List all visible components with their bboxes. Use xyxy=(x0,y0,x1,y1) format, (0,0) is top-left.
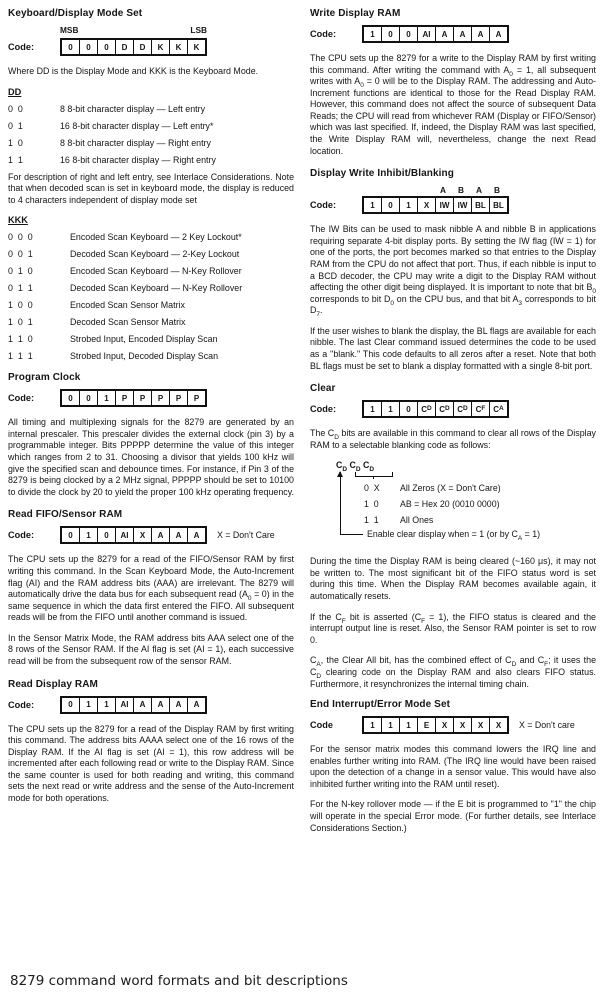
code-bit: C A xyxy=(489,402,507,416)
code-row xyxy=(8,38,294,56)
paragraph: During the time the Display RAM is being cleared (~160 μs), it may not be written to. The most significant bit of the FIFO status word is set during this time. When the Display RAM becomes available again, it automatically resets. xyxy=(310,556,596,602)
kkk-row xyxy=(8,266,294,276)
code-bit: BL xyxy=(489,198,507,212)
code-bit: 0 xyxy=(97,40,115,54)
code-row xyxy=(310,25,596,43)
dd-bits: 1 1 xyxy=(8,154,23,165)
code-bit: X xyxy=(417,198,435,212)
code-bit: AI xyxy=(115,698,133,712)
dd-bits: 0 1 xyxy=(8,120,23,131)
kkk-bits: 1 0 1 xyxy=(8,317,33,328)
code-bit: P xyxy=(187,391,205,405)
code-bit: 0 xyxy=(97,528,115,542)
code-bit: A xyxy=(151,698,169,712)
code-bit: 0 xyxy=(399,27,417,41)
kkk-bits: 0 0 0 xyxy=(8,232,33,243)
kkk-subheading: KKK xyxy=(8,215,28,226)
code-bit: P xyxy=(133,391,151,405)
kkk-bits: 1 1 0 xyxy=(8,334,33,345)
code-bit: A xyxy=(471,27,489,41)
kkk-bits: 1 1 1 xyxy=(8,351,33,362)
code-bit: 1 xyxy=(97,698,115,712)
kkk-row xyxy=(8,232,294,242)
code-bit: X xyxy=(471,718,489,732)
paragraph: In the Sensor Matrix Mode, the RAM address bits AAA select one of the 8 rows of the Sensor RAM. If the AI flag is set (AI = 1), each successive read will be from the subsequent row of the sensor RAM. xyxy=(8,632,294,666)
section-display-write-inhibit-blanking xyxy=(310,168,596,372)
paragraph: The IW Bits can be used to mask nibble A and nibble B in applications requiring separate 4-bit display ports. By setting the IW flag (IW = 1) for one of the ports, the port becomes marked so that entries to the Display RAM from the CPU do not affect that port. Thus, if each nibble is input to a BCD decoder, the CPU may write a digit to the Display RAM without affecting the other digit being displayed. It is important to note that bit $B_0$ corresponds to bit $D_0$ on the CPU bus, and that bit $A_3$ corresponds to bit $D_7$. xyxy=(310,224,596,319)
code-bit: A xyxy=(489,27,507,41)
section-title: Read Display RAM xyxy=(8,678,98,690)
section-title: Read FIFO/Sensor RAM xyxy=(8,509,123,521)
up-arrow-icon xyxy=(337,471,343,477)
kkk-row xyxy=(8,249,294,259)
code-bit: C F xyxy=(471,402,489,416)
cd-bracket-tick xyxy=(373,476,374,479)
code-bit: P xyxy=(151,391,169,405)
code-bit: A xyxy=(169,528,187,542)
code-bit: AI xyxy=(115,528,133,542)
section-program-clock xyxy=(8,372,294,498)
code-bit: 1 xyxy=(370,404,375,414)
code-bit: 1 xyxy=(370,29,375,39)
two-column-layout xyxy=(8,8,596,843)
code-bit: A xyxy=(151,528,169,542)
code-bit: 1 xyxy=(79,528,97,542)
code-bit: 1 xyxy=(399,198,417,212)
code-row xyxy=(310,400,596,418)
section-title: Program Clock xyxy=(8,372,81,384)
blanking-row xyxy=(364,483,501,493)
paragraph: For description of right and left entry, see Interlace Considerations. Note that when decoded scan is set in keyboard mode, the display is reduced to 4 characters independent of display mode set xyxy=(8,171,294,205)
kkk-label: Encoded Scan Keyboard — N-Key Rollover xyxy=(70,266,242,277)
code-bit: K xyxy=(187,40,205,54)
page-caption: 8279 command word formats and bit descriptions xyxy=(10,973,348,989)
section-title: Keyboard/Display Mode Set xyxy=(8,8,143,19)
code-bit: A xyxy=(453,27,471,41)
msb-lsb-labels xyxy=(60,25,207,35)
code-bit: A xyxy=(435,27,453,41)
kkk-label: Strobed Input, Encoded Display Scan xyxy=(70,334,218,345)
section-clear xyxy=(310,383,596,690)
nibble-port-labels xyxy=(434,185,509,195)
port-label: B xyxy=(458,185,464,196)
code-bit: 1 xyxy=(381,402,399,416)
right-column xyxy=(310,8,596,843)
code-label: Code: xyxy=(310,200,337,211)
blanking-row xyxy=(364,515,433,525)
port-label: B xyxy=(494,185,500,196)
cd-pointer-line xyxy=(340,472,341,535)
kkk-bits: 1 0 0 xyxy=(8,300,33,311)
blanking-label: AB = Hex 20 (0010 0000) xyxy=(400,499,500,510)
code-bit: 1 xyxy=(97,391,115,405)
code-label: Code: xyxy=(310,404,337,415)
code-bit: AI xyxy=(417,27,435,41)
dd-row xyxy=(8,104,294,114)
code-bit: X xyxy=(133,528,151,542)
code-bit: 1 xyxy=(370,200,375,210)
kkk-label: Decoded Scan Sensor Matrix xyxy=(70,317,186,328)
code-bit: K xyxy=(169,40,187,54)
cd-connector-line xyxy=(340,534,363,535)
code-bit: K xyxy=(151,40,169,54)
dd-label: 8 8-bit character display — Left entry xyxy=(60,103,206,114)
paragraph: For the sensor matrix modes this command lowers the IRQ line and enables further writing into RAM. (The IRQ line would have been raised upon the detection of a change in a sensor value. This would have also inhibited further writing into the RAM until reset). xyxy=(310,744,596,789)
section-keyboard-display-mode-set xyxy=(8,8,294,361)
port-label: A xyxy=(440,185,446,196)
code-bit: E xyxy=(417,718,435,732)
code-label: Code: xyxy=(310,29,337,39)
section-title: End Interrupt/Error Mode Set xyxy=(310,699,451,711)
paragraph: The CPU sets up the 8279 for a read of the Display RAM by first writing this command. The address bits AAAA select one of the 16 rows of the Display RAM. If the AI flag is set (AI = 1), this row address will be incremented after each following read or write to the Display RAM. Since the same counter is used for both reading and writing, this command sets the next read or write address and the sense of the Auto-Increment mode for both operations. xyxy=(8,723,294,804)
code-bit-boxes xyxy=(362,716,509,734)
kkk-label: Encoded Scan Sensor Matrix xyxy=(70,300,185,311)
kkk-bits: 0 1 0 xyxy=(8,266,33,277)
code-bit: IW xyxy=(453,198,471,212)
code-bit: C D xyxy=(435,402,453,416)
code-bit: C D xyxy=(453,402,471,416)
code-bit: 1 xyxy=(381,718,399,732)
port-label: A xyxy=(476,185,482,196)
code-bit: D xyxy=(133,40,151,54)
code-bit: P xyxy=(115,391,133,405)
code-label: Code: xyxy=(8,699,35,710)
blanking-label: All Zeros (X = Don't Care) xyxy=(400,483,501,494)
code-bit-boxes xyxy=(362,400,509,418)
code-row xyxy=(310,196,596,214)
code-bit: C D xyxy=(417,402,435,416)
dd-label: 16 8-bit character display — Right entry xyxy=(60,154,216,165)
code-bit: 1 xyxy=(399,718,417,732)
cd-header: $C_D$ $C_D$ $C_D$ xyxy=(336,460,375,474)
left-column xyxy=(8,8,294,843)
paragraph: The CPU sets up the 8279 for a write to the Display RAM by first writing this command. After writing the command with $A_0 = 1$, all subsequent writes with $A_0 = 0$ will be to the Display RAM. The addressing and Auto-Increment functions are identical to those for the Read Display RAM. However, this command does not affect the source of subsequent Data Reads; the CPU will read from whichever RAM (Display or FIFO/Sensor) which was last specified. If, indeed, the Display RAM was last specified, the Write Display RAM will, nevertheless, change the next Read location. xyxy=(310,53,596,156)
code-row xyxy=(310,716,596,734)
kkk-row xyxy=(8,283,294,293)
code-label: Code: xyxy=(8,42,35,52)
dd-label: 8 8-bit character display — Right entry xyxy=(60,137,211,148)
blanking-bits: 1 1 xyxy=(364,515,379,526)
paragraph: For the N-key rollover mode — if the E bit is programmed to "1" the chip will operate in the special Error mode. (For further details, see Interlace Considerations Section.) xyxy=(310,799,596,833)
section-write-display-ram xyxy=(310,8,596,157)
code-bit: 0 xyxy=(399,402,417,416)
code-bit: 0 xyxy=(68,42,73,52)
code-bit-boxes xyxy=(60,526,207,544)
code-bit: 0 xyxy=(68,530,73,540)
section-read-fifo-sensor-ram xyxy=(8,509,294,667)
section-title: Write Display RAM xyxy=(310,8,401,19)
code-label: Code: xyxy=(8,530,35,541)
code-bit: P xyxy=(169,391,187,405)
code-bit: IW xyxy=(435,198,453,212)
code-bit: A xyxy=(133,698,151,712)
dont-care-note: X = Don't Care xyxy=(217,530,275,541)
dd-bits: 0 0 xyxy=(8,103,23,114)
section-end-interrupt-error-mode-set xyxy=(310,699,596,834)
paragraph: If the $C_F$ bit is asserted $(C_F = 1)$, the FIFO status is cleared and the interrupt output line is reset. Also, the Sensor RAM pointer is set to row 0. xyxy=(310,611,596,645)
code-bit-boxes xyxy=(60,696,207,714)
code-label: Code: xyxy=(8,393,35,404)
code-bit: X xyxy=(453,718,471,732)
code-bit: 1 xyxy=(370,720,375,730)
dd-subheading: DD xyxy=(8,86,22,97)
section-title: Clear xyxy=(310,383,336,395)
paragraph: All timing and multiplexing signals for the 8279 are generated by an internal prescaler. This prescaler divides the external clock (pin 3) by a programmable integer. Bits PPPPP determine the value of this integer which ranges from 2 to 31. Choosing a divisor that yields 100 kHz will give the specified scan and debounce times. For instance, if Pin 3 of the 8279 is being clocked by a 2 MHz signal, PPPPP should be set to 10100 to divide the clock by 20 to yield the proper 100 kHz operating frequency. xyxy=(8,417,294,497)
kkk-row xyxy=(8,351,294,361)
code-bit: 0 xyxy=(79,391,97,405)
section-title: Display Write Inhibit/Blanking xyxy=(310,168,454,180)
code-bit: 0 xyxy=(381,198,399,212)
kkk-bits: 0 1 1 xyxy=(8,283,33,294)
code-bit: X xyxy=(435,718,453,732)
code-bit: A xyxy=(187,698,205,712)
kkk-label: Strobed Input, Decoded Display Scan xyxy=(70,351,219,362)
paragraph: If the user wishes to blank the display, the BL flags are available for each nibble. The last Clear command issued determines the code to be used as a "blank." This code defaults to all zeros after a reset. Note that both BL flags must be set to blank a display formatted with a single 8-bit port. xyxy=(310,325,596,371)
code-bit-boxes xyxy=(362,196,509,214)
code-row xyxy=(8,526,294,544)
code-bit-boxes xyxy=(362,25,509,43)
msb-label: MSB xyxy=(60,25,79,35)
code-bit: D xyxy=(115,40,133,54)
dont-care-note: X = Don't care xyxy=(519,720,575,731)
dd-row xyxy=(8,138,294,148)
kkk-label: Decoded Scan Keyboard — 2-Key Lockout xyxy=(70,249,240,260)
section-read-display-ram xyxy=(8,679,294,805)
kkk-row xyxy=(8,300,294,310)
paragraph: The $C_D$ bits are available in this command to clear all rows of the Display RAM to a selectable blanking code as follows: xyxy=(310,428,596,450)
cd-bracket xyxy=(355,472,393,477)
dd-row xyxy=(8,121,294,131)
kkk-row xyxy=(8,317,294,327)
enable-clear-note: Enable clear display when = 1 (or by $C_A = 1$) xyxy=(367,529,541,543)
dd-label: 16 8-bit character display — Left entry* xyxy=(60,120,214,131)
kkk-label: Decoded Scan Keyboard — N-Key Rollover xyxy=(70,283,243,294)
blanking-bits: 1 0 xyxy=(364,499,379,510)
dd-bits: 1 0 xyxy=(8,137,23,148)
dd-row xyxy=(8,155,294,165)
code-bit: 0 xyxy=(79,40,97,54)
paragraph: The CPU sets up the 8279 for a read of the FIFO/Sensor RAM by first writing this command. In the Scan Keyboard Mode, the Auto-Increment flag (AI) and the RAM address bits (AAA) are irrelevant. The 8279 will automatically drive the data bus for each subsequent read $(A_0 = 0)$ in the same sequence in which the data first entered the FIFO. All subsequent reads will be from the FIFO until another command is issued. xyxy=(8,554,294,623)
code-bit: 1 xyxy=(79,698,97,712)
code-bit: 0 xyxy=(68,700,73,710)
kkk-label: Encoded Scan Keyboard — 2 Key Lockout* xyxy=(70,232,242,243)
code-bit: A xyxy=(169,698,187,712)
paragraph: Where DD is the Display Mode and KKK is the Keyboard Mode. xyxy=(8,66,259,76)
code-bit: 0 xyxy=(381,27,399,41)
kkk-bits: 0 0 1 xyxy=(8,249,33,260)
code-row xyxy=(8,696,294,714)
code-bit-boxes xyxy=(60,389,207,407)
code-bit: 0 xyxy=(68,393,73,403)
clear-blanking-code-table xyxy=(324,460,596,548)
blanking-bits: 0 X xyxy=(364,483,380,494)
blanking-label: All Ones xyxy=(400,515,434,526)
kkk-row xyxy=(8,334,294,344)
code-bit: A xyxy=(187,528,205,542)
paragraph: $C_A$, the Clear All bit, has the combined effect of $C_D$ and $C_F$; it uses the $C_D$ clearing code on the Display RAM and also clears FIFO status. Furthermore, it resynchronizes the internal timing chain. xyxy=(310,655,597,689)
code-label: Code xyxy=(310,720,333,731)
blanking-row xyxy=(364,499,500,509)
code-row xyxy=(8,389,294,407)
lsb-label: LSB xyxy=(190,25,207,35)
code-bit-boxes xyxy=(60,38,207,56)
code-bit: BL xyxy=(471,198,489,212)
code-bit: X xyxy=(489,718,507,732)
